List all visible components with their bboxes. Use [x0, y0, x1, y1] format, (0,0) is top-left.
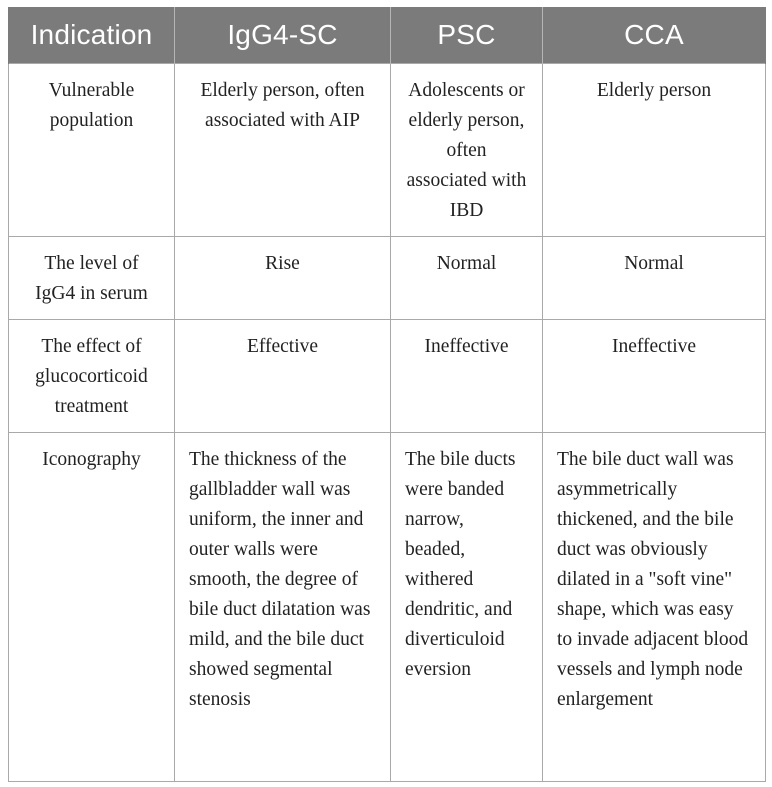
header-cca: CCA [543, 7, 766, 64]
header-indication: Indication [9, 7, 175, 64]
table-row-vulnerable-population [9, 64, 766, 237]
cell-psc: The bile ducts were banded narrow, beaded, withered dendritic, and diverticuloid eversion [391, 433, 543, 782]
cell-cca: Elderly person [543, 64, 766, 237]
cell-igg4-sc: The thickness of the gallbladder wall was uniform, the inner and outer walls were smooth, the degree of bile duct dilatation was mild, and the bile duct showed segmental stenosis [175, 433, 391, 782]
table-header [9, 7, 766, 64]
cell-cca: The bile duct wall was asymmetrically thickened, and the bile duct was obviously dilated in a "soft vine" shape, which was easy to invade adjacent blood vessels and lymph node enlargement [543, 433, 766, 782]
table-row-glucocorticoid-effect [9, 320, 766, 433]
cell-psc: Normal [391, 237, 543, 320]
cell-igg4-sc: Elderly person, often associated with AIP [175, 64, 391, 237]
table-row-iconography [9, 433, 766, 782]
row-label: The level of IgG4 in serum [9, 237, 175, 320]
table-body [9, 64, 766, 782]
cell-cca: Normal [543, 237, 766, 320]
row-label: Vulnerable population [9, 64, 175, 237]
cell-psc: Adolescents or elderly person, often associated with IBD [391, 64, 543, 237]
header-psc: PSC [391, 7, 543, 64]
header-igg4-sc: IgG4-SC [175, 7, 391, 64]
table-row-igg4-serum-level [9, 237, 766, 320]
row-label: Iconography [9, 433, 175, 782]
comparison-table [8, 7, 766, 782]
header-row [9, 7, 766, 64]
row-label: The effect of glucocorticoid treatment [9, 320, 175, 433]
cell-igg4-sc: Effective [175, 320, 391, 433]
cell-igg4-sc: Rise [175, 237, 391, 320]
cell-cca: Ineffective [543, 320, 766, 433]
cell-psc: Ineffective [391, 320, 543, 433]
